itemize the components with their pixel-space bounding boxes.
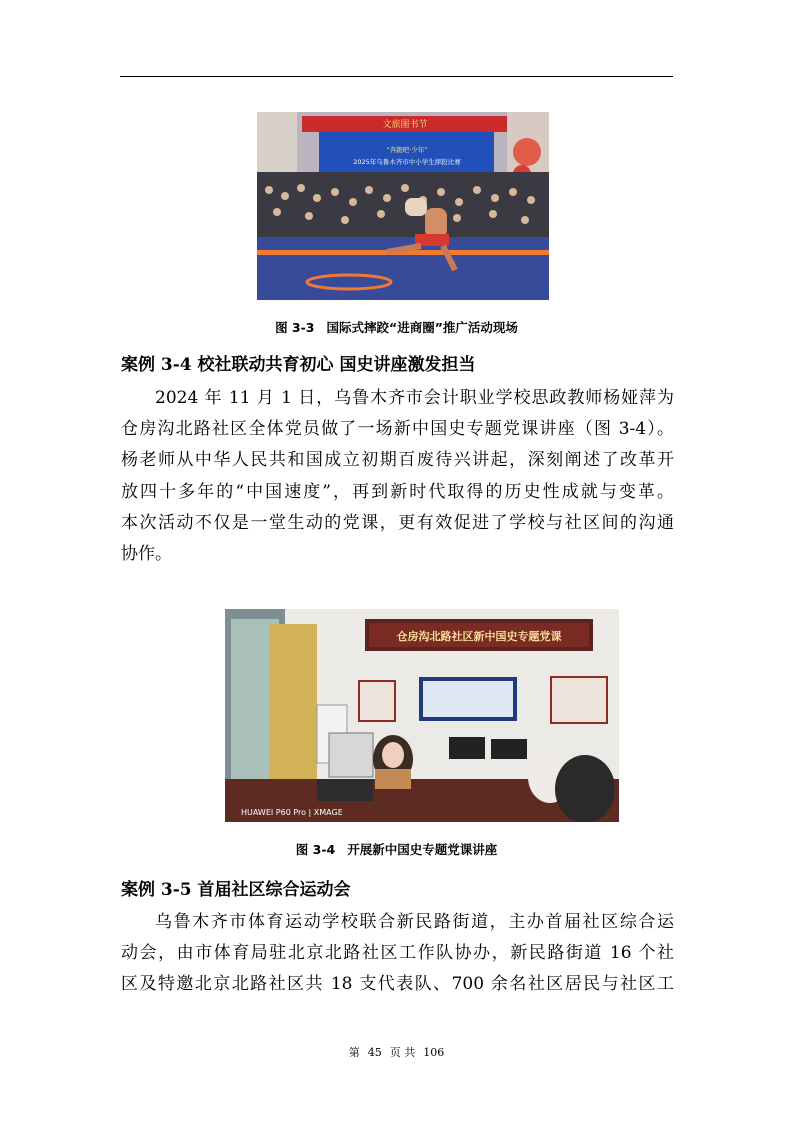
- case-3-4-paragraph: [121, 383, 674, 570]
- case-3-5-paragraph: [121, 907, 674, 1001]
- footer-prefix: 第: [348, 1046, 360, 1059]
- figure-number: 图 3-3: [275, 320, 315, 335]
- paragraph-line: 放四十多年的“中国速度”，再到新时代取得的历史性成就与变革。: [121, 481, 674, 502]
- paragraph-line: 杨老师从中华人民共和国成立初期百废待兴讲起，深刻阐述了改革开: [121, 450, 674, 471]
- figure-number: 图 3-4: [295, 842, 336, 857]
- case-3-5-heading: 案例 3-5 首届社区综合运动会: [121, 880, 351, 900]
- paragraph-line: 区及特邀北京北路社区共 18 支代表队、700 余名社区居民与社区工: [121, 974, 674, 995]
- figure-caption-text: 国际式摔跤“进商圈”推广活动现场: [326, 320, 518, 335]
- paragraph-line: 乌鲁木齐市体育运动学校联合新民路街道，主办首届社区综合运: [155, 912, 674, 932]
- banner-top-text: 文旅图书节: [382, 120, 428, 130]
- header-rule: [120, 76, 673, 77]
- footer-middle: 页 共: [389, 1046, 416, 1059]
- case-3-4-heading: 案例 3-4 校社联动共育初心 国史讲座激发担当: [121, 355, 476, 375]
- figure-3-3-caption: [0, 318, 793, 336]
- figure-3-4-caption: [0, 840, 793, 858]
- wrestling-event-photo: [257, 112, 549, 300]
- page-footer: [0, 1044, 793, 1060]
- paragraph-line: 2024 年 11 月 1 日，乌鲁木齐市会计职业学校思政教师杨娅萍为: [155, 388, 674, 408]
- banner-line1: “奔跑吧·少年”: [386, 146, 428, 154]
- camera-watermark: HUAWEI P60 Pro | XMAGE: [241, 808, 343, 817]
- page-number: 45: [367, 1046, 382, 1059]
- paragraph-line: 仓房沟北路社区全体党员做了一场新中国史专题党课讲座（图 3-4）。: [121, 419, 674, 440]
- banner-line2: 2025年乌鲁木齐市中小学生摔跤比赛: [353, 158, 461, 166]
- lecture-banner-text: 仓房沟北路社区新中国史专题党课: [396, 630, 562, 643]
- paragraph-line: 动会，由市体育局驻北京北路社区工作队协办，新民路街道 16 个社: [121, 943, 674, 964]
- history-lecture-photo: [225, 609, 619, 822]
- paragraph-line: 协作。: [121, 544, 172, 565]
- total-pages: 106: [423, 1046, 445, 1059]
- paragraph-line: 本次活动不仅是一堂生动的党课，更有效促进了学校与社区间的沟通: [121, 512, 674, 533]
- figure-caption-text: 开展新中国史专题党课讲座: [347, 842, 498, 857]
